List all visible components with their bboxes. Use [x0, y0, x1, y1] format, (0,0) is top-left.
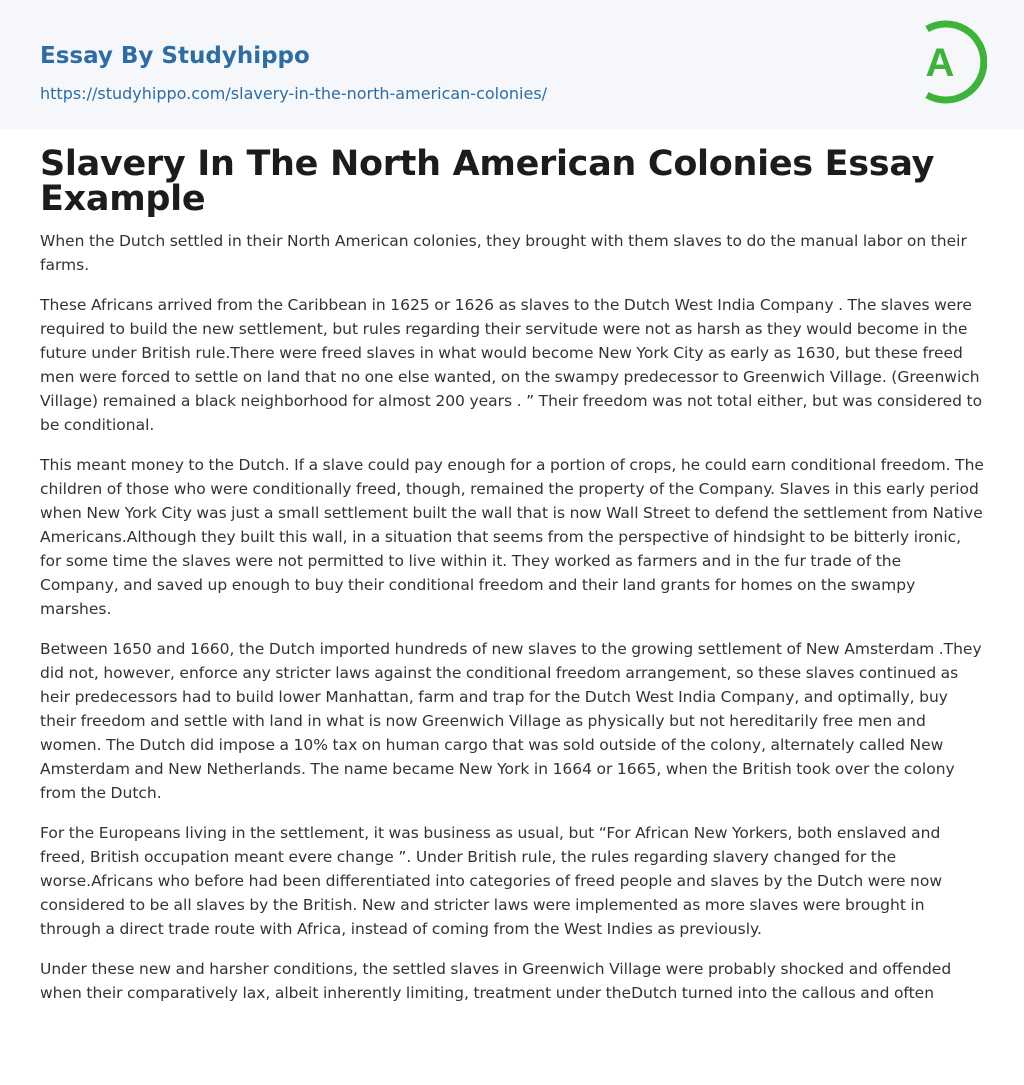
article-paragraph: Between 1650 and 1660, the Dutch imported hundreds of new slaves to the growing settlement of New Amsterdam .They did not, however, enforce any stricter laws against the conditional freedom arrangement, so these slaves continued as heir predecessors had to build lower Manhattan, farm and trap for the Dutch West India Company, and optimally, buy their freedom and settle with land in what is now Greenwich Village as physically but not hereditarily free men and women. The Dutch did impose a 10% tax on human cargo that was sold outside of the colony, alternately called New Amsterdam and New Netherlands. The name became New York in 1664 or 1665, when the British took over the colony from the Dutch. [40, 640, 982, 802]
article-paragraph: Under these new and harsher conditions, the settled slaves in Greenwich Village were probably shocked and offended when their comparatively lax, albeit inherently limiting, treatment under theDutch turned into the callous and often [40, 960, 952, 1002]
article-paragraph: This meant money to the Dutch. If a slave could pay enough for a portion of crops, he could earn conditional freedom. The children of those who were conditionally freed, though, remained the property of the Company. Slaves in this early period when New York City was just a small settlement built the wall that is now Wall Street to defend the settlement from Native Americans.Although they built this wall, in a situation that seems from the perspective of hindsight to be bitterly ironic, for some time the slaves were not permitted to live within it. They worked as farmers and in the fur trade of the Company, and saved up enough to buy their conditional freedom and their land grants for homes on the swampy marshes. [40, 456, 984, 618]
brand-title[interactable]: Essay By Studyhippo [40, 43, 310, 69]
site-header [0, 0, 1024, 129]
page-title: Slavery In The North American Colonies Essay Example [40, 144, 935, 219]
essay-url-link[interactable]: https://studyhippo.com/slavery-in-the-north-american-colonies/ [40, 84, 548, 103]
article-paragraph: When the Dutch settled in their North American colonies, they brought with them slaves to do the manual labor on their farms. [40, 232, 967, 274]
article-paragraph: For the Europeans living in the settlement, it was business as usual, but “For African New Yorkers, both enslaved and freed, British occupation meant evere change ”. Under British rule, the rules regarding slavery changed for the worse.Africans who before had been differentiated into categories of freed people and slaves by the Dutch were now considered to be all slaves by the British. New and stricter laws were implemented as more slaves were brought in through a direct trade route with Africa, instead of coming from the West Indies as previously. [40, 824, 943, 938]
article [40, 144, 984, 1021]
article-paragraph: These Africans arrived from the Caribbean in 1625 or 1626 as slaves to the Dutch West India Company . The slaves were required to build the new settlement, but rules regarding their servitude were not as harsh as they would become in the future under British rule.There were freed slaves in what would become New York City as early as 1630, but these freed men were forced to settle on land that no one else wanted, on the swampy predecessor to Greenwich Village. (Greenwich Village) remained a black neighborhood for almost 200 years . ” Their freedom was not total either, but was considered to be conditional. [40, 296, 983, 434]
logo-letter: A [925, 41, 955, 85]
studyhippo-a-logo-icon[interactable] [903, 19, 987, 105]
